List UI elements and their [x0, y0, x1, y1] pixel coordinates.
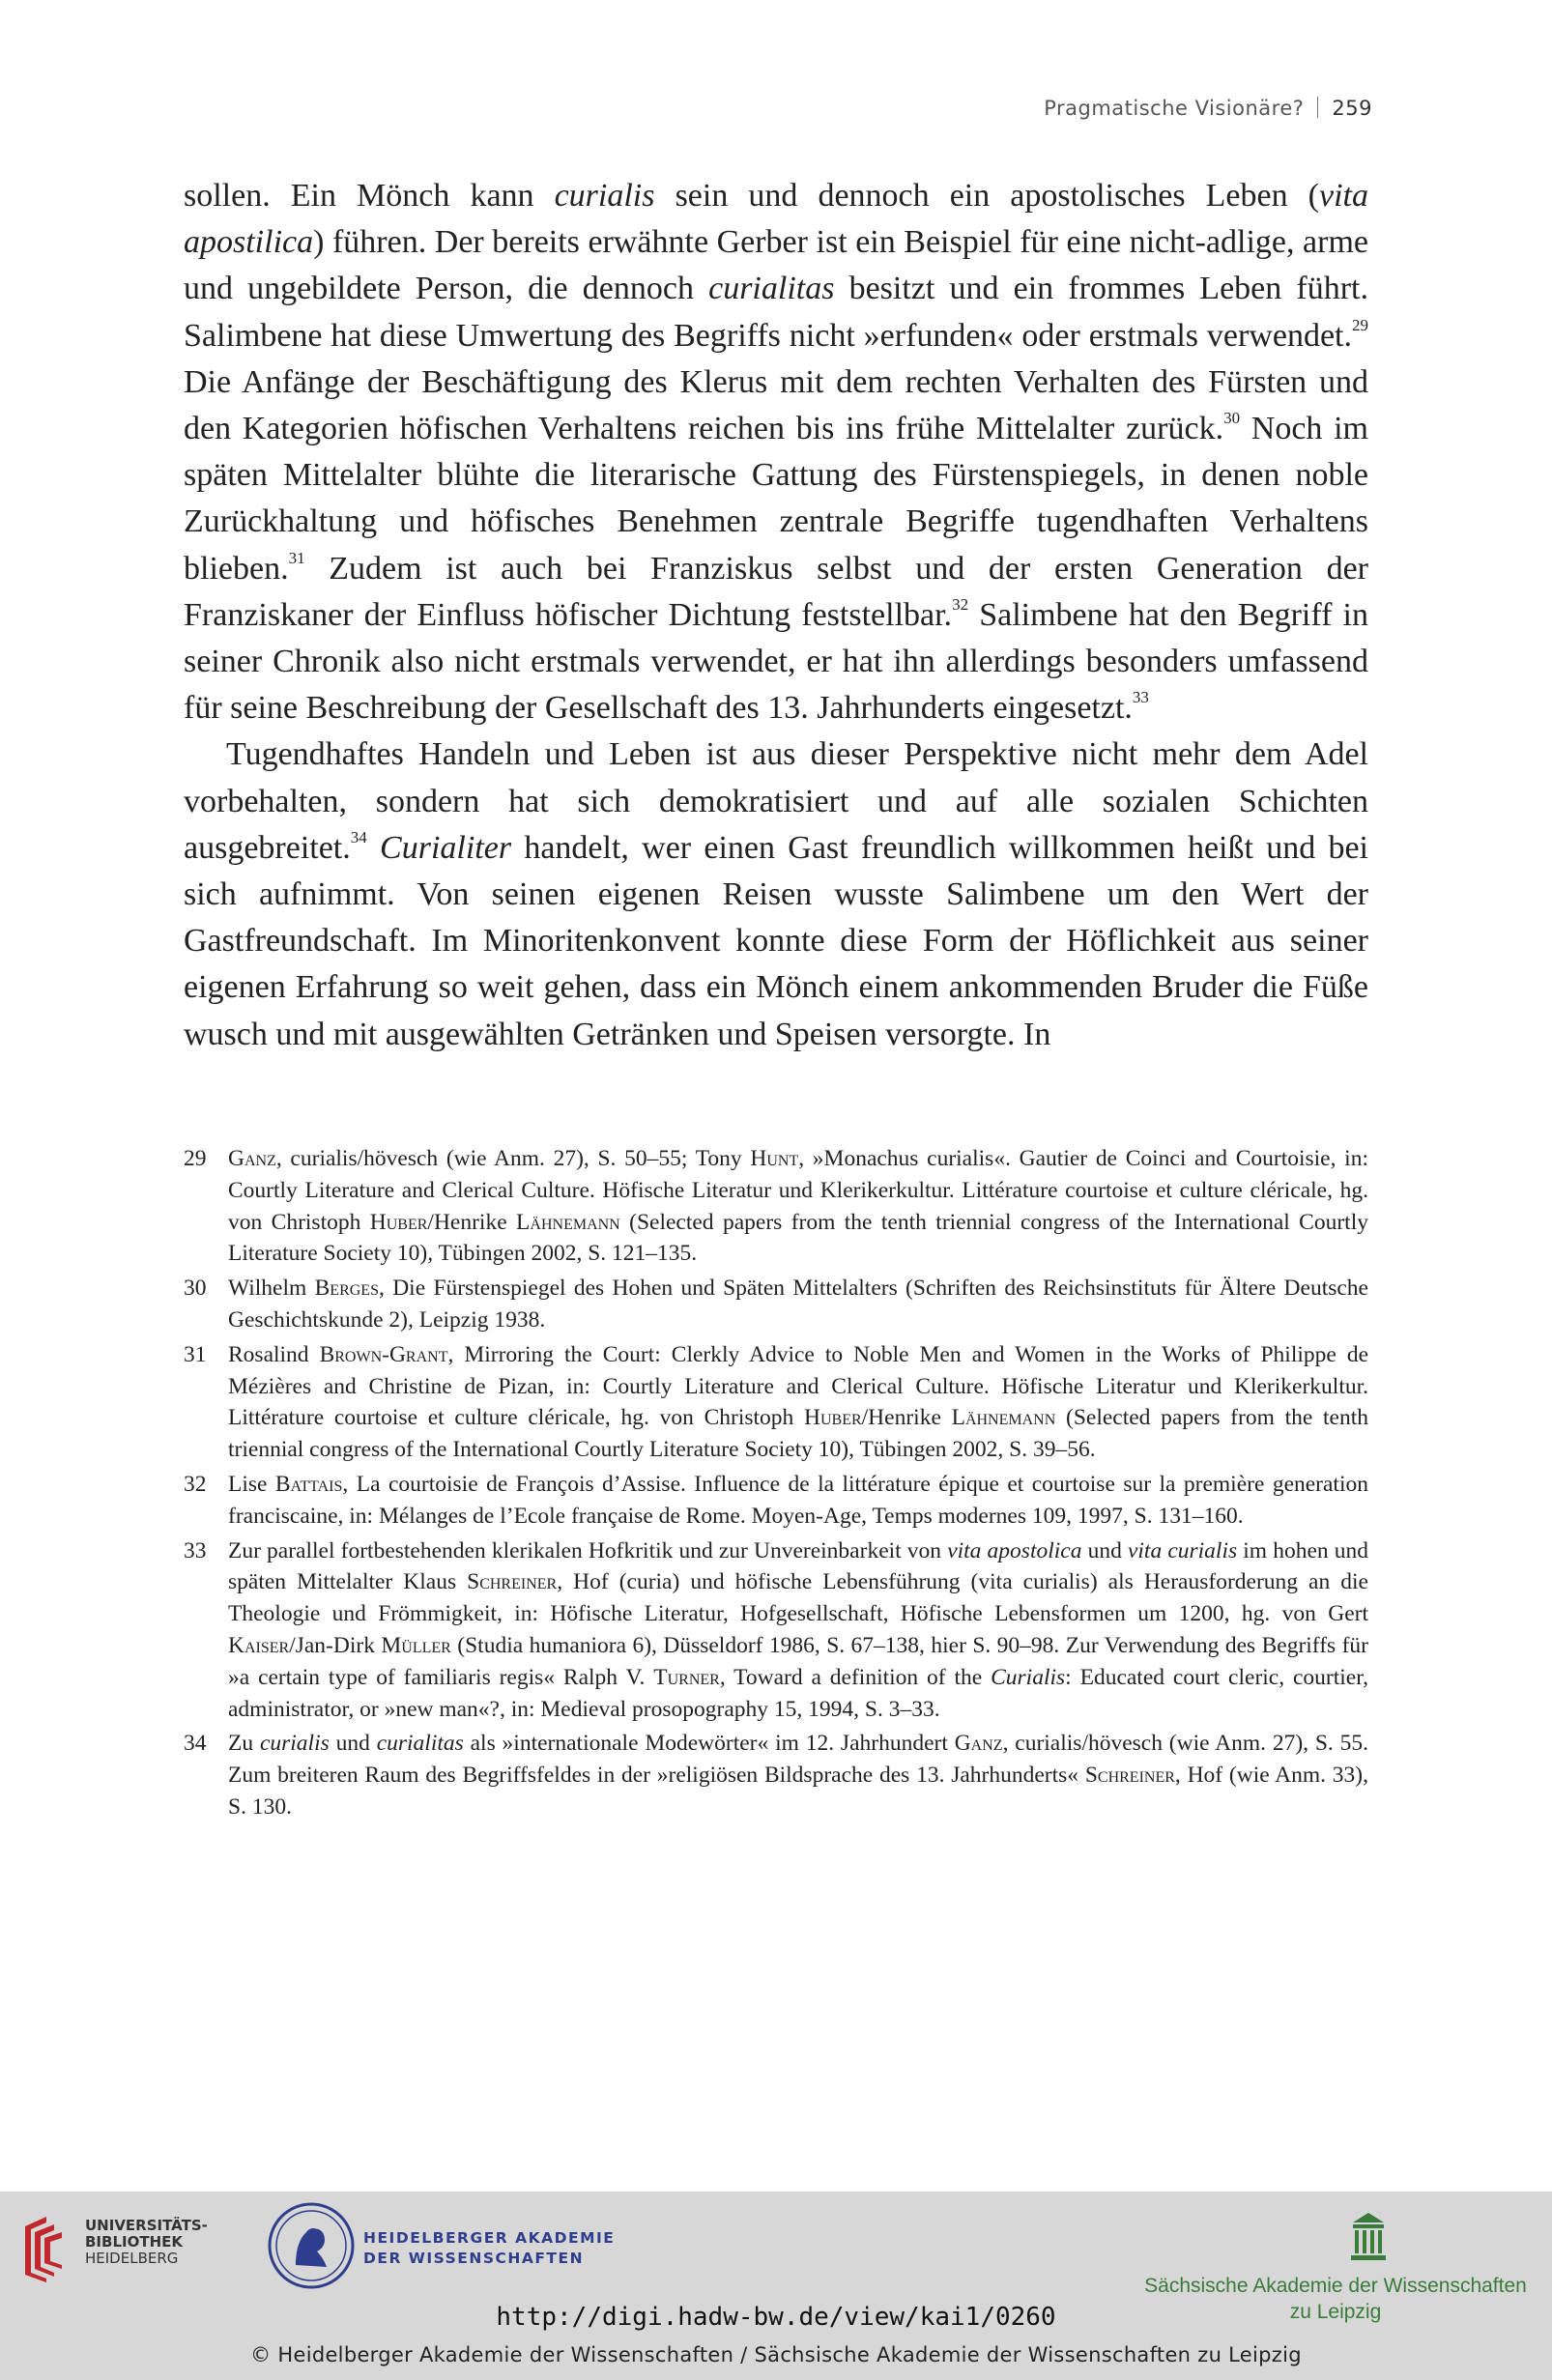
text-run: handelt, wer einen Gast freundlich willkommen heißt und bei sich aufnimmt. Von seinen eigenen Reisen wusste Salimbene um den Wert der Gastfreundschaft. Im Minoritenkonvent konnte diese Form der Höflichkeit aus seiner eigenen Erfahrung so weit gehen, dass ein Mönch einem ankommenden Bruder die Füße wusch und mit ausgewählten Getränken und Speisen versorgte. In — [184, 829, 1369, 1052]
italic-term: vita apostolica — [947, 1537, 1082, 1563]
author-name: Berges — [314, 1276, 379, 1302]
heidelberg-academy-name — [363, 2228, 615, 2269]
italic-term: curialitas — [708, 271, 835, 307]
text-run: , Die Fürstenspiegel des Hohen und Späten Mittelalters (Schriften des Reichsinstituts für Ältere Deutsche Geschichtskunde 2), Leipzig 1938. — [228, 1276, 1368, 1333]
footnotes — [184, 1143, 1368, 1826]
text-run: Salimbene hat den Begriff in seiner Chronik also nicht erstmals verwendet, er hat ihn allerdings besonders umfassend für seine Beschreibung der Gesellschaft des 13. Jahrhunderts eingesetzt. — [184, 596, 1368, 727]
text-run: , Hof (curia) und höfische Lebensführung (vita curialis) als Herausforderung an die Theologie und Frömmigkeit, in: Höfische Literatur, Hofgesellschaft, Höfische Lebensformen um 1200, hg. von Gert — [228, 1569, 1368, 1627]
author-name: Hunt — [750, 1146, 799, 1171]
text-run: (Selected papers from the tenth triennial congress of the International Courtly Literature Society 10), Tübingen 2002, S. 39–56. — [228, 1405, 1368, 1463]
text-run: /Henrike — [861, 1405, 952, 1431]
italic-term: curialis — [554, 178, 655, 214]
text-run: Rosalind — [228, 1341, 320, 1367]
author-name: Müller — [381, 1632, 451, 1658]
author-name: Huber — [804, 1405, 862, 1431]
saxon-academy-building-icon — [1349, 2211, 1388, 2261]
copyright-notice: © Heidelberger Akademie der Wissenschaften / Sächsische Akademie der Wissenschaften zu Leipzig — [250, 2343, 1302, 2366]
italic-term: curialis — [259, 1731, 330, 1757]
haw-line-1: HEIDELBERGER AKADEMIE — [363, 2229, 616, 2247]
text-run: Die Anfänge der Beschäftigung des Klerus mit dem rechten Verhalten des Fürsten und den Kategorien höfischen Verhaltens reichen bis ins frühe Mittelalter zurück. — [184, 363, 1368, 447]
text-run: /Henrike — [427, 1209, 517, 1235]
saw-line-2: zu Leipzig — [1289, 2301, 1382, 2323]
text-run: sein und dennoch ein apostolisches Leben ( — [654, 178, 1320, 214]
text-run: (Studia humaniora 6), Düsseldorf 1986, S. 67–138, hier S. 90–98. Zur Verwendung des Begriffs für »a certain type of familiaris regis« Ralph V. — [228, 1632, 1368, 1690]
author-name: Huber — [369, 1209, 428, 1235]
footnote-ref-34[interactable]: 34 — [350, 827, 367, 846]
footnote-29 — [184, 1143, 1368, 1270]
italic-term: Curialis — [991, 1664, 1066, 1690]
text-run: /Jan-Dirk — [289, 1632, 382, 1658]
running-head — [1044, 97, 1372, 120]
author-name: Ganz — [954, 1731, 1003, 1757]
paragraph-2 — [184, 731, 1368, 1057]
footnote-ref-30[interactable]: 30 — [1223, 408, 1241, 427]
footnote-34 — [184, 1728, 1368, 1822]
text-run: Zudem ist auch bei Franziskus selbst und der ersten Generation der Franziskaner der Einfluss höfischer Dichtung feststellbar. — [184, 550, 1368, 633]
footnote-30 — [184, 1273, 1368, 1336]
text-run: ) führen. Der bereits erwähnte Gerber ist ein Beispiel für eine nicht-adlige, arme und ungebildete Person, die dennoch — [184, 224, 1368, 307]
ub-line-3: HEIDELBERG — [85, 2250, 179, 2267]
ub-line-2: BIBLIOTHEK — [85, 2233, 183, 2251]
footnote-ref-32[interactable]: 32 — [952, 594, 969, 614]
text-run: im hohen und späten Mittelalter Klaus — [228, 1537, 1369, 1595]
footnote-31 — [184, 1339, 1368, 1466]
text-run: (Selected papers from the tenth triennial congress of the International Courtly Literature Society 10), Tübingen 2002, S. 121–135. — [228, 1209, 1368, 1267]
body-text — [184, 173, 1368, 1058]
text-run: , Hof (wie Anm. 33), S. 130. — [228, 1763, 1368, 1820]
saw-line-1: Sächsische Akademie der Wissenschaften — [1144, 2275, 1527, 2297]
text-run: Lise — [228, 1471, 275, 1497]
footnote-number: 34 — [184, 1731, 207, 1757]
text-run — [367, 830, 380, 866]
text-run: und — [329, 1731, 377, 1757]
text-run: besitzt und ein frommes Leben führt. Salimbene hat diese Umwertung des Begriffs nicht »erfunden« oder erstmals verwendet. — [184, 271, 1368, 354]
author-name: Lähnemann — [516, 1209, 620, 1235]
page-url-link[interactable]: http://digi.hadw-bw.de/view/kai1/0260 — [496, 2303, 1056, 2332]
ub-line-1: UNIVERSITÄTS- — [85, 2217, 208, 2234]
author-name: Schreiner — [1084, 1763, 1175, 1789]
text-run: : Educated court cleric, courtier, administrator, or »new man«?, in: Medieval prosopography 15, 1994, S. 3–33. — [228, 1664, 1369, 1722]
italic-term: curialitas — [376, 1731, 464, 1757]
university-library-name — [85, 2218, 208, 2267]
text-run: Zur parallel fortbestehenden klerikalen Hofkritik und zur Unvereinbarkeit von — [228, 1537, 948, 1563]
header-divider — [1317, 97, 1318, 118]
running-title: Pragmatische Visionäre? — [1044, 97, 1305, 120]
footnote-ref-31[interactable]: 31 — [288, 548, 305, 567]
text-run: Noch im späten Mittelalter blühte die literarische Gattung des Fürstenspiegels, in denen noble Zurückhaltung und höfisches Benehmen zentrale Begriffe tugendhaften Verhaltens blieben. — [184, 411, 1368, 587]
italic-term: vita curialis — [1127, 1537, 1238, 1563]
university-library-logo-icon — [17, 2213, 81, 2282]
author-name: Kaiser — [228, 1632, 290, 1658]
italic-term: Curialiter — [380, 829, 512, 866]
author-name: Turner — [653, 1664, 720, 1690]
footnote-32 — [184, 1469, 1368, 1533]
text-run: sollen. Ein Mönch kann — [184, 178, 555, 214]
paragraph-1 — [184, 173, 1368, 731]
text-run: Wilhelm — [228, 1276, 315, 1302]
footnote-ref-29[interactable]: 29 — [1352, 315, 1368, 334]
text-run: , Toward a definition of the — [719, 1664, 992, 1690]
author-name: Brown-Grant — [319, 1341, 448, 1367]
haw-line-2: DER WISSENSCHAFTEN — [363, 2250, 585, 2267]
text-run: , curialis/hövesch (wie Anm. 27), S. 50–55; Tony — [275, 1146, 751, 1171]
italic-term: vita apostilica — [184, 178, 1368, 261]
text-run: als »internationale Modewörter« im 12. Jahrhundert — [463, 1731, 955, 1757]
text-run: , curialis/hövesch (wie Anm. 27), S. 55. Zum breiteren Raum des Begriffsfeldes in der »religiösen Bildsprache des 13. Jahrhunderts« — [228, 1731, 1369, 1789]
footnote-number: 33 — [184, 1537, 207, 1563]
author-name: Ganz — [228, 1146, 276, 1171]
text-run: Zu — [228, 1731, 260, 1757]
footnote-33 — [184, 1535, 1368, 1726]
text-run: , La courtoisie de François d’Assise. Influence de la littérature épique et courtoise sur la première generation franciscaine, in: Mélanges de l’Ecole française de Rome. Moyen-Age, Temps modernes 109, 1997, S. 131–160. — [228, 1471, 1368, 1529]
author-name: Battais — [274, 1471, 343, 1497]
text-run: , »Monachus curialis«. Gautier de Coinci and Courtoisie, in: Courtly Literature and Clerical Culture. Höfische Literatur und Klerikerkultur. Littérature courtoise et culture cléricale, hg. von Christoph — [228, 1146, 1368, 1235]
footnote-number: 30 — [184, 1276, 207, 1302]
footnote-number: 31 — [184, 1341, 207, 1367]
page-number: 259 — [1332, 97, 1372, 120]
footnote-number: 29 — [184, 1146, 207, 1171]
footnote-number: 32 — [184, 1471, 207, 1497]
author-name: Lähnemann — [951, 1405, 1056, 1431]
author-name: Schreiner — [467, 1569, 558, 1595]
text-run: und — [1081, 1537, 1128, 1563]
text-run: Tugendhaftes Handeln und Leben ist aus dieser Perspektive nicht mehr dem Adel vorbehalten, sondern hat sich demokratisiert und auf alle sozialen Schichten ausgebreitet. — [184, 736, 1368, 866]
footnote-ref-33[interactable]: 33 — [1132, 688, 1149, 707]
heidelberg-academy-seal-icon — [267, 2201, 356, 2290]
text-run: , Mirroring the Court: Clerkly Advice to Noble Men and Women in the Works of Philippe de Mézières and Christine de Pizan, in: Courtly Literature and Clerical Culture. Höfische Literatur und Klerikerkultur. Littérature courtoise et culture cléricale, hg. von Christoph — [228, 1341, 1368, 1431]
